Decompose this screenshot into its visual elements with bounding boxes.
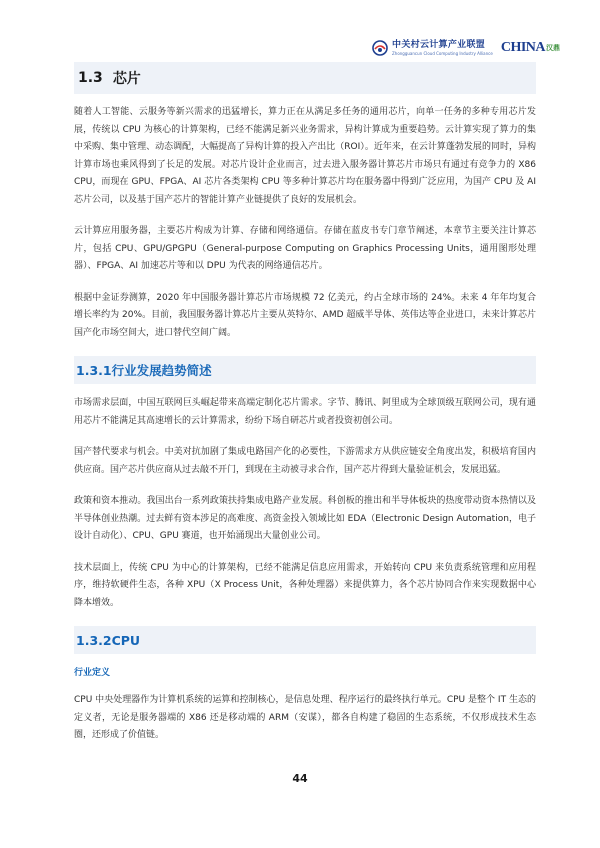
subsection-title: CPU: [111, 632, 141, 648]
subsection-number: 1.3.1: [76, 362, 112, 378]
china-logo-word: CHINA: [500, 40, 545, 55]
page-number: 44: [292, 772, 308, 785]
paragraph: CPU 中央处理器作为计算机系统的运算和控制核心，是信息处理、程序运行的最终执行单元。CPU 是整个 IT 生态的定义者，无论是服务器端的 X86 还是移动端的 ARM（安谋），都各自构建了稳固的生态系统，不仅形成技术生态圈，还形成了价值链。: [74, 695, 536, 740]
paragraph: 云计算应用服务器，主要芯片构成为计算、存储和网络通信。存储在蓝皮书专门章节阐述，本章节主要关注计算芯片，包括 CPU、GPU/GPGPU（General-purpose Computing on Graphics Processing Units，通用图形处理器）、FPGA、AI 加速芯片等和以 DPU 为代表的网络通信芯片。: [74, 226, 536, 271]
definition-heading: 行业定义: [74, 668, 111, 678]
section-heading: [74, 62, 536, 94]
section-number: 1.3: [78, 70, 103, 86]
alliance-english-name: Zhongguancun Cloud Computing Industry Alliance: [392, 50, 493, 56]
subsection-number: 1.3.2: [76, 632, 112, 648]
section-title: 芯片: [112, 71, 141, 87]
subsection-heading-cpu: [74, 626, 536, 654]
paragraph: 随着人工智能、云服务等新兴需求的迅猛增长，算力正在从满足多任务的通用芯片，向单一任务的多种专用芯片发展，传统以 CPU 为核心的计算架构，已经不能满足新兴业务需求，异构计算成为重要趋势。云计算实现了算力的集中采购、集中管理、动态调配，大幅提高了异构计算的投入产出比（ROI）。近年来，在云计算蓬勃发展的同时，异构计算市场也乘风得到了长足的发展。对芯片设计企业而言，过去进入服务器计算芯片市场只有通过有竞争力的 X86 CPU，而现在 GPU、FPGA、AI 芯片各类架构 CPU 等多种计算芯片均在服务器中得到广泛应用，为国产 CPU 及 AI 芯片公司，以及基于国产芯片的智能计算产业链提供了良好的发展机会。: [74, 107, 536, 205]
china-logo: [501, 40, 560, 56]
alliance-name: 中关村云计算产业联盟: [392, 39, 486, 50]
paragraph: 市场需求层面，中国互联网巨头崛起带来高端定制化芯片需求。字节、腾讯、阿里成为全球顶级互联网公司，现有通用芯片不能满足其高速增长的云计算需求，纷纷下场自研芯片或者投资初创公司。: [74, 398, 536, 426]
header-logos: [372, 40, 560, 56]
paragraph: 国产替代要求与机会。中美对抗加剧了集成电路国产化的必要性，下游需求方从供应链安全角度出发，积极培育国内供应商。国产芯片供应商从过去敲不开门，到现在主动被寻求合作，国产芯片得到大量验证机会，发展迅猛。: [74, 447, 536, 475]
page-content: [74, 62, 536, 759]
paragraph: 政策和资本推动。我国出台一系列政策扶持集成电路产业发展。科创板的推出和半导体板块的热度带动资本热情以及半导体创业热潮。过去鲜有资本涉足的高难度、高资金投入领域比如 EDA（Electronic Design Automation，电子设计自动化）、CPU、GPU 赛道，也开始涌现出大量创业公司。: [74, 496, 536, 541]
paragraph: 技术层面上，传统 CPU 为中心的计算架构，已经不能满足信息应用需求，开始转向 CPU 来负责系统管理和应用程序，维持软硬件生态，各种 XPU（X Process Unit，各种处理器）来提供算力，各个芯片协同合作来实现数据中心降本增效。: [74, 562, 536, 608]
subsection-title: 行业发展趋势简述: [111, 363, 212, 378]
alliance-logo: [372, 40, 493, 56]
subsection-heading-trend: [74, 356, 536, 384]
alliance-emblem-icon: [372, 40, 388, 56]
paragraph: 根据中金证券测算，2020 年中国服务器计算芯片市场规模 72 亿美元，约占全球市场的 24%。未来 4 年年均复合增长率约为 20%。目前，我国服务器计算芯片主要从英特尔、AMD 超威半导体、英伟达等企业进口，未来计算芯片国产化市场空间大，进口替代空间广阔。: [74, 292, 536, 338]
china-logo-cn: 汉鼎: [546, 43, 560, 52]
